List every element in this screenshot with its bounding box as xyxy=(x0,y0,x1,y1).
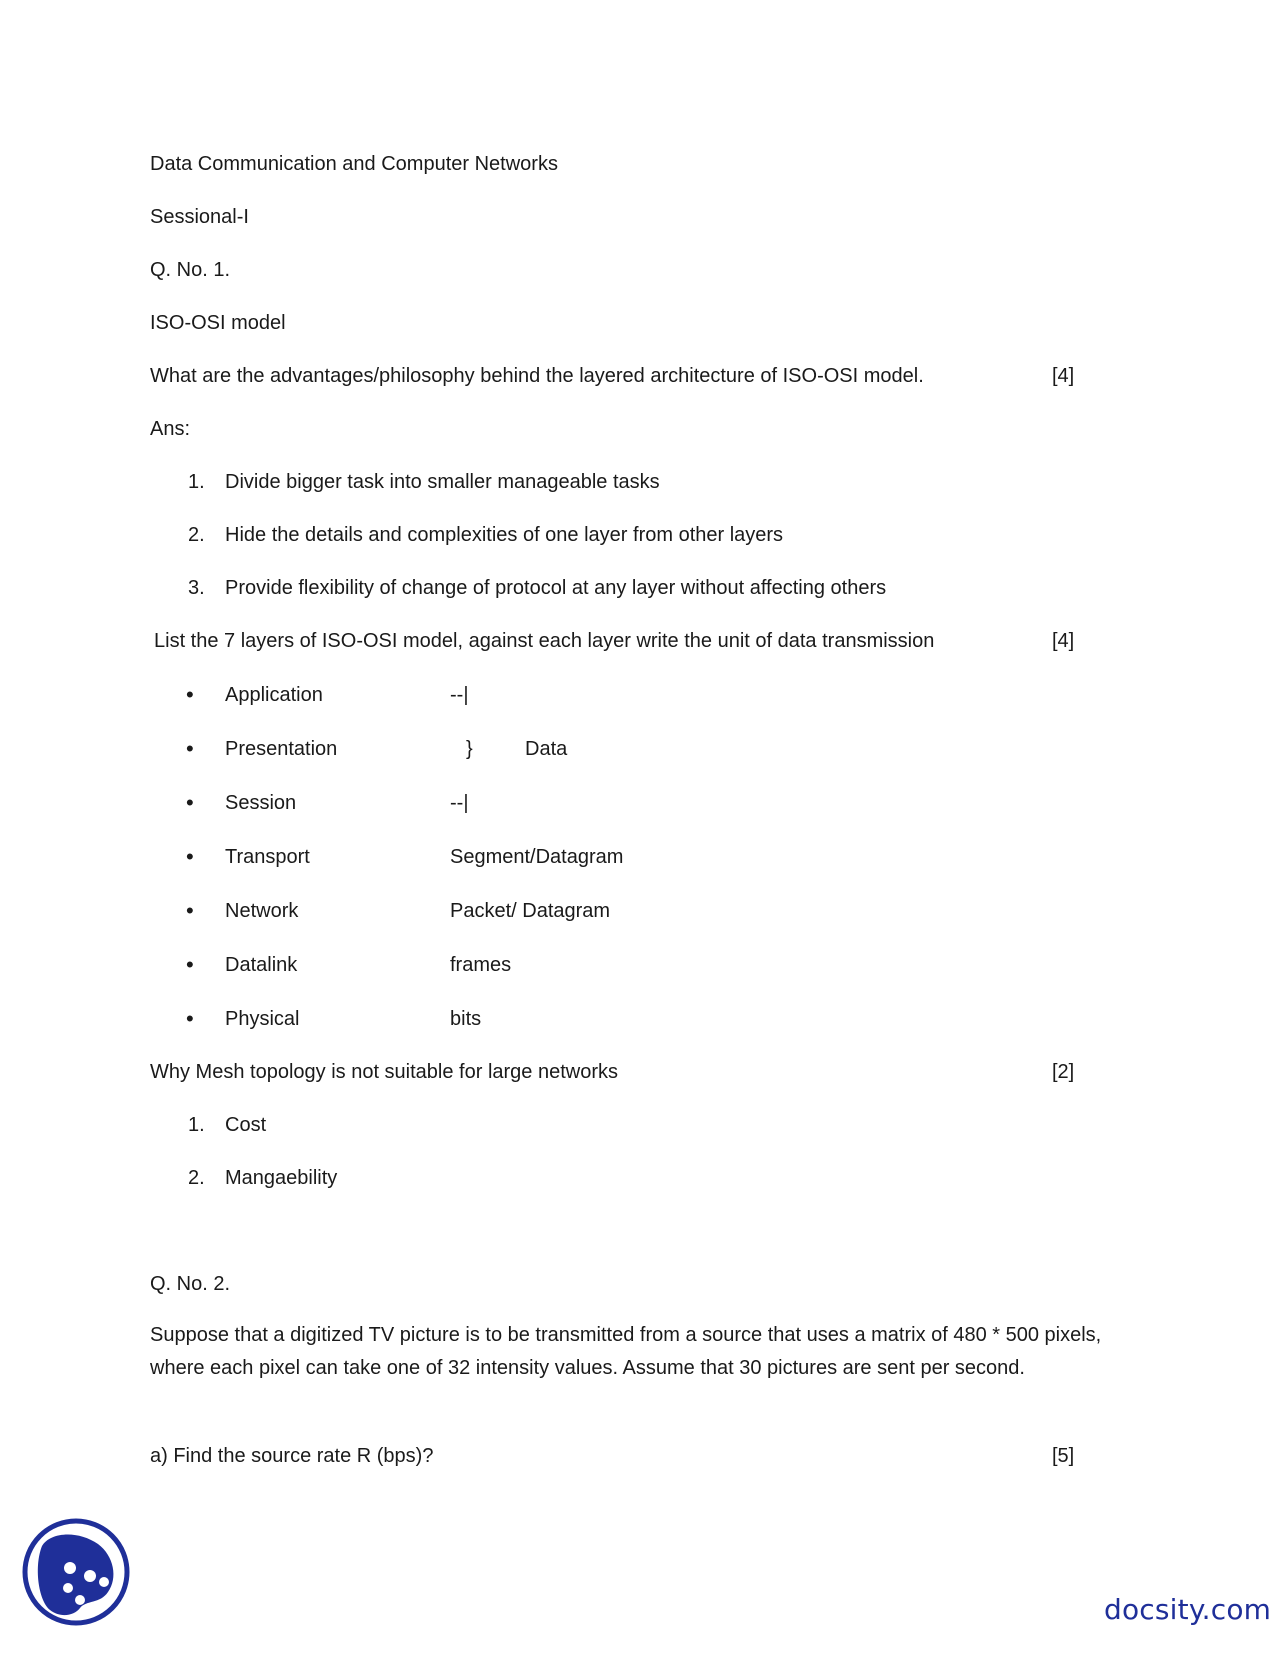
question-1-label: Q. No. 1. xyxy=(150,259,231,281)
question-2-label: Q. No. 2. xyxy=(150,1273,231,1295)
list-number: 2. xyxy=(188,524,205,546)
layer-unit: Packet/ Datagram xyxy=(450,900,611,922)
q1-part2-question: List the 7 layers of ISO-OSI model, against each layer write the unit of data transmission xyxy=(154,630,935,652)
docsity-logo-icon[interactable] xyxy=(20,1516,132,1628)
list-text: Mangaebility xyxy=(225,1167,338,1189)
exam-title: Sessional-I xyxy=(150,206,249,228)
list-number: 3. xyxy=(188,577,205,599)
list-text: Provide flexibility of change of protocol at any layer without affecting others xyxy=(225,577,887,599)
layer-name: Session xyxy=(225,792,297,814)
layer-name: Physical xyxy=(225,1008,300,1030)
answer-label: Ans: xyxy=(150,418,191,440)
course-title: Data Communication and Computer Networks xyxy=(150,153,558,175)
layer-unit-data: Data xyxy=(525,738,568,760)
layer-unit: bits xyxy=(450,1008,482,1030)
bullet-icon: • xyxy=(186,1006,194,1031)
q1-part3-question: Why Mesh topology is not suitable for large networks xyxy=(150,1061,618,1083)
layer-unit: --| xyxy=(450,684,469,706)
q1-part2-marks: [4] xyxy=(1052,630,1075,652)
q1-part1-question: What are the advantages/philosophy behind the layered architecture of ISO-OSI model. xyxy=(150,365,924,387)
q2-part-a-question: a) Find the source rate R (bps)? xyxy=(150,1445,434,1467)
bullet-icon: • xyxy=(186,952,194,977)
list-number: 1. xyxy=(188,471,205,493)
bullet-icon: • xyxy=(186,736,194,761)
layer-name: Application xyxy=(225,684,323,706)
question-1-topic: ISO-OSI model xyxy=(150,312,286,334)
list-text: Divide bigger task into smaller manageable tasks xyxy=(225,471,660,493)
layer-unit: Segment/Datagram xyxy=(450,846,624,868)
layer-unit: frames xyxy=(450,954,512,976)
list-number: 1. xyxy=(188,1114,205,1136)
q2-part-a-marks: [5] xyxy=(1052,1445,1075,1467)
bullet-icon: • xyxy=(186,682,194,707)
list-text: Hide the details and complexities of one layer from other layers xyxy=(225,524,784,546)
list-text: Cost xyxy=(225,1114,267,1136)
layer-name: Datalink xyxy=(225,954,298,976)
q1-part3-marks: [2] xyxy=(1052,1061,1075,1083)
bullet-icon: • xyxy=(186,898,194,923)
layer-unit: } xyxy=(466,738,473,760)
layer-name: Network xyxy=(225,900,299,922)
layer-name: Presentation xyxy=(225,738,338,760)
layer-unit: --| xyxy=(450,792,469,814)
bullet-icon: • xyxy=(186,790,194,815)
layer-name: Transport xyxy=(225,846,310,868)
q1-part1-marks: [4] xyxy=(1052,365,1075,387)
docsity-brand-link[interactable]: docsity.com xyxy=(1104,1593,1272,1626)
q2-paragraph: Suppose that a digitized TV picture is to be transmitted from a source that uses a matrix of 480 * 500 pixels, where each pixel can take one of 32 intensity values. Assume that 30 pictures are sent per second. xyxy=(150,1324,1102,1379)
bullet-icon: • xyxy=(186,844,194,869)
list-number: 2. xyxy=(188,1167,205,1189)
